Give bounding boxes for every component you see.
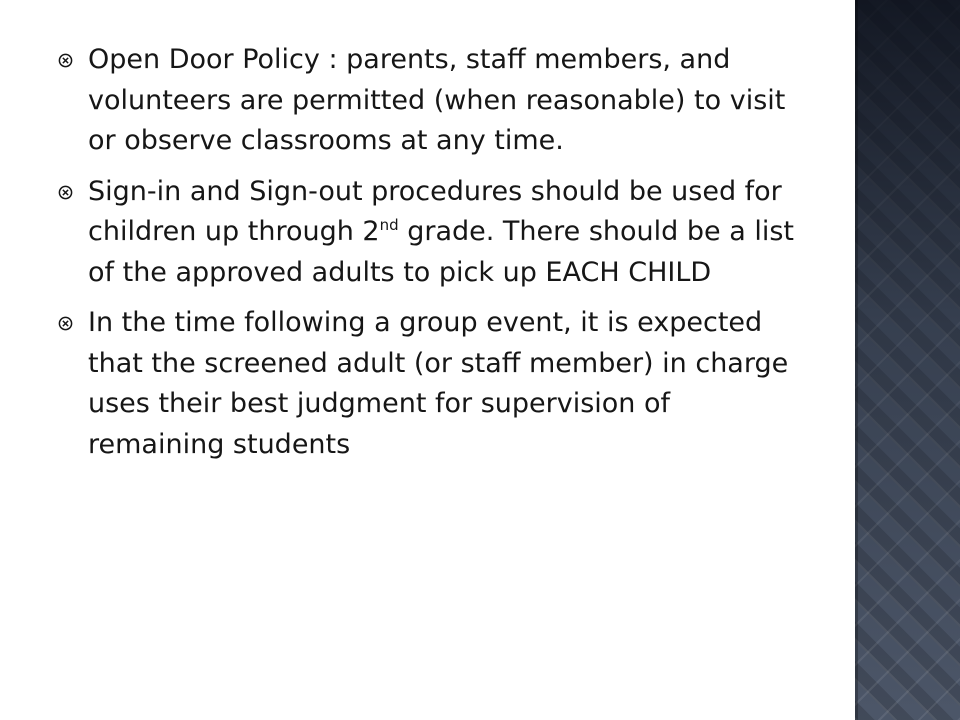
- side-panel-edge: [855, 0, 858, 720]
- decorative-side-panel: [855, 0, 960, 720]
- ordinal-superscript: nd: [379, 216, 399, 234]
- bullet-sign-in-procedures: [58, 172, 798, 294]
- circled-x-bullet-icon: [58, 316, 73, 331]
- circled-x-bullet-icon: [58, 185, 73, 200]
- bullet-text-before: Sign-in and Sign-out procedures should be used for children up through 2: [88, 175, 782, 247]
- bullet-group-event-supervision: [58, 303, 798, 465]
- bullet-text: In the time following a group event, it is expected that the screened adult (or staff member) in charge uses their best judgment for supervision of remaining students: [88, 307, 789, 460]
- bullet-text: Open Door Policy : parents, staff members, and volunteers are permitted (when reasonable) to visit or observe classrooms at any time.: [88, 44, 786, 156]
- bullet-list: [58, 40, 798, 475]
- circled-x-bullet-icon: [58, 53, 73, 68]
- bullet-open-door-policy: [58, 40, 798, 162]
- bullet-text-after: grade. There should be a list of the approved adults to pick up EACH CHILD: [88, 216, 794, 288]
